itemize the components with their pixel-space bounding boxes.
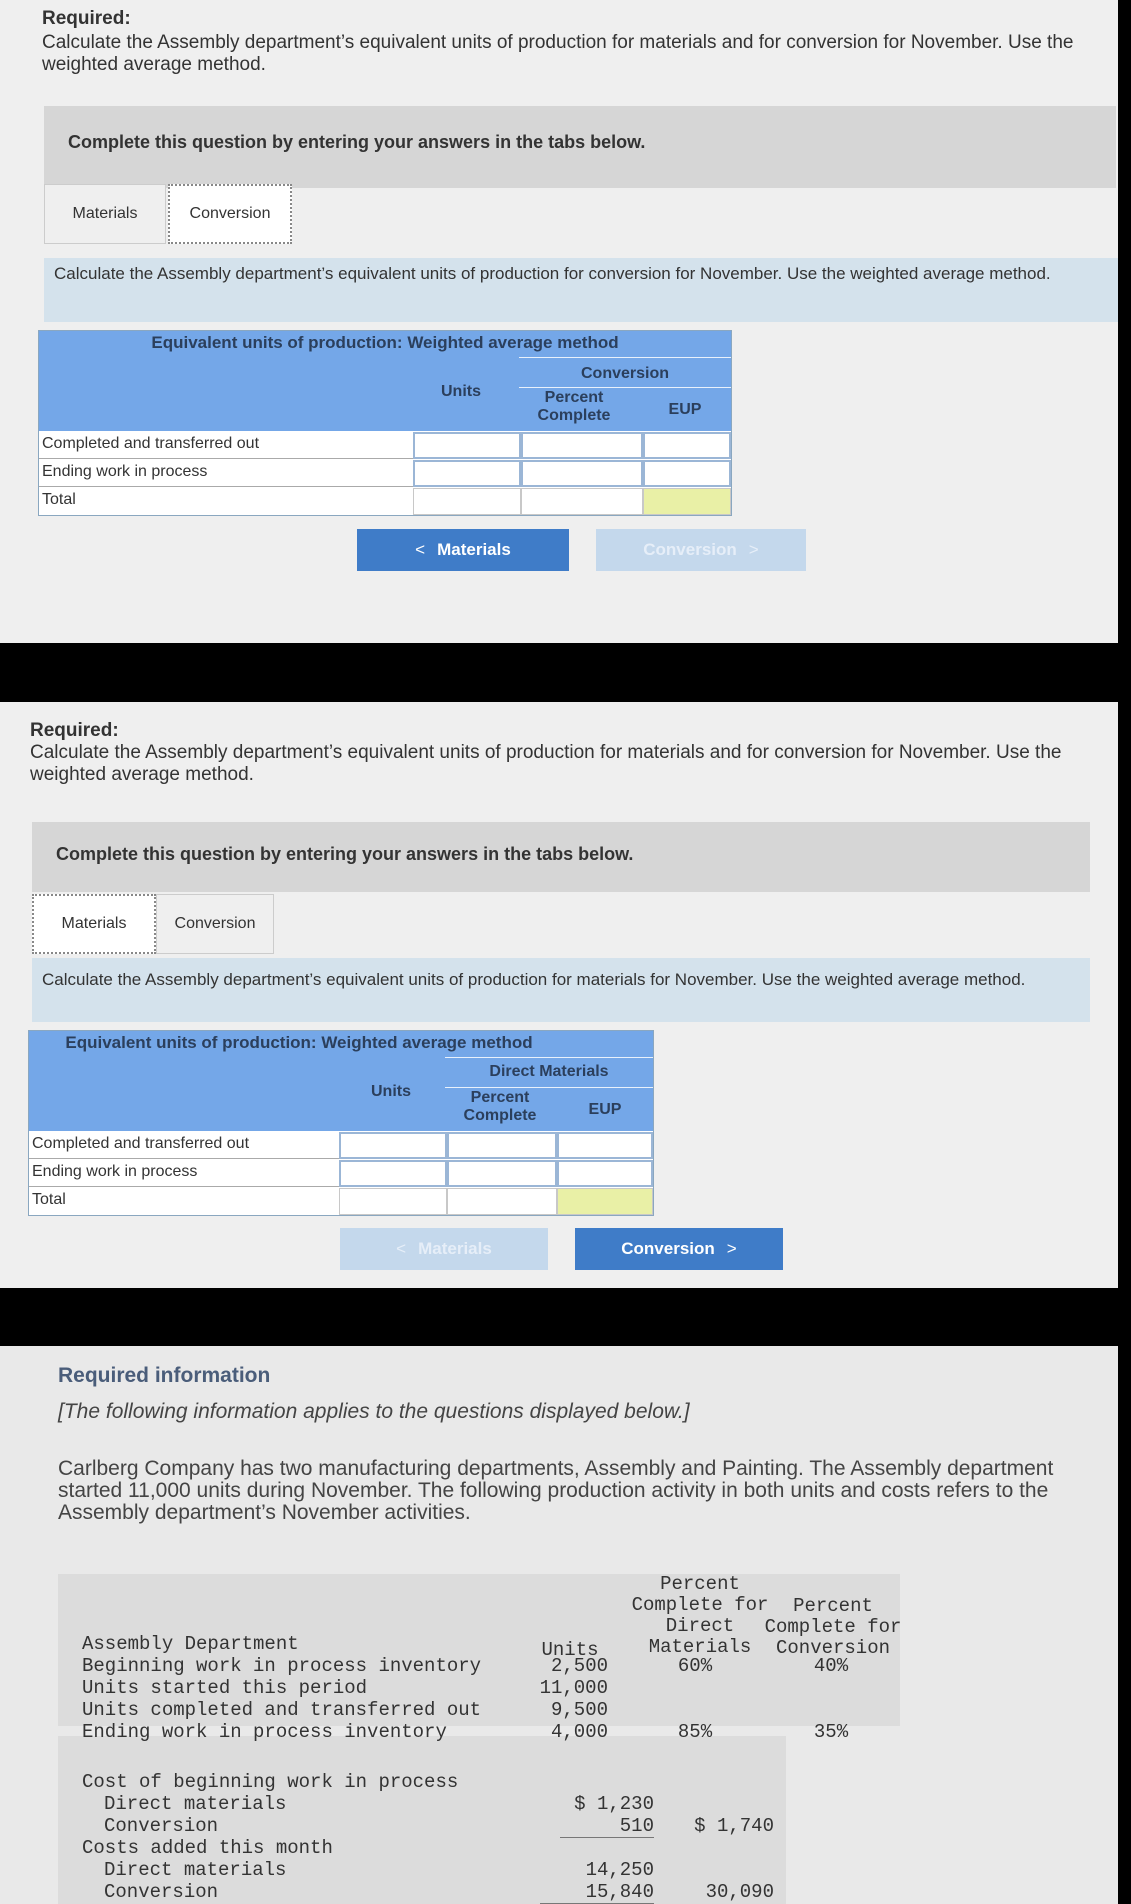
next-button-label: Conversion [643,540,737,559]
total-percent-cell [447,1188,557,1215]
info-intro: Carlberg Company has two manufacturing departments, Assembly and Painting. The Assembly department started 11,000 units during November. The following production activity in both units and costs refers to the Assembly department’s November activities. [58,1457,1054,1524]
required-heading: Required: [30,720,119,741]
ending-eup-input[interactable] [643,460,731,487]
cost-added-conv-label: Conversion [104,1881,219,1903]
completed-units-input[interactable] [413,432,521,459]
required-text: Calculate the Assembly department’s equivalent units of production for materials and for conversion for November. Use the weighted average method. [42,32,1074,75]
cost-added-dm-label: Direct materials [104,1859,287,1881]
table-title: Equivalent units of production: Weighted average method [151,333,619,352]
col-percent: Percent Complete [537,389,611,424]
cost-added-label: Costs added this month [82,1837,333,1859]
line-dm: 60% [677,1655,713,1677]
chevron-left-icon: < [415,540,426,559]
row-total: Total [29,1187,339,1215]
cost-beg-total: $ 1,740 [694,1815,774,1837]
cost-added-dm-value: 14,250 [585,1859,654,1881]
tab-conversion[interactable] [168,184,292,244]
line-label: Units started this period [82,1677,368,1699]
header-divider [519,357,731,358]
complete-bar [44,106,1116,188]
header-divider [445,1057,653,1058]
line-conv: 35% [813,1721,849,1743]
next-conversion-button[interactable] [596,529,806,571]
line-label: Units completed and transferred out [82,1699,482,1721]
eup-table [28,1030,654,1216]
completed-units-input[interactable] [339,1132,447,1159]
complete-bar [32,822,1090,892]
table-title: Equivalent units of production: Weighted average method [65,1033,533,1052]
ending-percent-input[interactable] [447,1160,557,1187]
cost-beg-conv-label: Conversion [104,1815,219,1837]
line-label: Ending work in process inventory [82,1721,447,1743]
tab-conversion-label: Conversion [189,205,271,222]
total-units-input[interactable] [339,1188,447,1215]
line-dm: 85% [677,1721,713,1743]
tab-conversion[interactable] [156,894,274,954]
group-header: Direct Materials [489,1063,609,1080]
next-button-label: Conversion [621,1239,715,1258]
materials-panel [0,702,1118,1288]
line-units: 9,500 [550,1699,608,1721]
required-information-panel [0,1346,1118,1904]
ending-units-input[interactable] [413,460,521,487]
completed-percent-input[interactable] [447,1132,557,1159]
info-note: [The following information applies to the questions displayed below.] [58,1400,690,1423]
complete-bar-text: Complete this question by entering your answers in the tabs below. [68,132,646,152]
prev-materials-button[interactable] [357,529,569,571]
cost-added-total: 30,090 [705,1881,774,1903]
col-percent: Percent Complete [463,1089,537,1124]
prev-button-label: Materials [437,540,511,559]
complete-bar-text: Complete this question by entering your answers in the tabs below. [56,844,634,864]
line-units: 11,000 [539,1677,608,1699]
header-divider [519,387,731,388]
col-units: Units [441,383,481,400]
row-completed: Completed and transferred out [29,1131,339,1159]
row-total: Total [39,487,413,515]
chevron-right-icon: > [748,540,759,559]
dept-label: Assembly Department [82,1633,299,1655]
completed-eup-input[interactable] [557,1132,653,1159]
info-heading: Required information [58,1364,271,1387]
required-heading: Required: [42,8,131,29]
ending-eup-input[interactable] [557,1160,653,1187]
prev-button-label: Materials [418,1239,492,1258]
hdr-pct-dm: Percent Complete for Direct Materials [631,1573,769,1658]
col-units: Units [371,1083,411,1100]
cost-beg-label: Cost of beginning work in process [82,1771,459,1793]
hdr-units: Units [541,1639,599,1661]
completed-percent-input[interactable] [521,432,643,459]
instruction [32,958,1090,1022]
tab-materials[interactable] [44,184,166,244]
total-eup-input[interactable] [643,488,731,515]
header-divider [445,1087,653,1088]
tab-materials-label: Materials [61,915,127,932]
line-label: Beginning work in process inventory [82,1655,482,1677]
col-eup: EUP [668,401,702,418]
chevron-right-icon: > [726,1239,737,1258]
cost-beg-conv-value: 510 [560,1815,654,1838]
row-ending-wip: Ending work in process [39,459,413,487]
col-eup: EUP [588,1101,622,1118]
prev-materials-button[interactable] [340,1228,548,1270]
ending-percent-input[interactable] [521,460,643,487]
next-conversion-button[interactable] [575,1228,783,1270]
line-units: 2,500 [550,1655,608,1677]
total-percent-cell [521,488,643,515]
tab-materials-label: Materials [72,205,138,222]
line-conv: 40% [813,1655,849,1677]
conversion-panel [0,0,1118,643]
instruction-text: Calculate the Assembly department’s equivalent units of production for conversion for November. Use the weighted average method. [54,264,1051,283]
eup-table [38,330,732,516]
cost-added-conv-value: 15,840 [540,1881,654,1904]
tab-materials[interactable] [32,894,156,954]
chevron-left-icon: < [396,1239,407,1258]
row-completed: Completed and transferred out [39,431,413,459]
total-units-input[interactable] [413,488,521,515]
row-ending-wip: Ending work in process [29,1159,339,1187]
required-text: Calculate the Assembly department’s equivalent units of production for materials and for conversion for November. Use the weighted average method. [30,742,1062,785]
cost-beg-dm-label: Direct materials [104,1793,287,1815]
group-header: Conversion [580,365,669,382]
total-eup-input[interactable] [557,1188,653,1215]
cost-beg-dm-value: $ 1,230 [574,1793,654,1815]
tab-conversion-label: Conversion [174,915,256,932]
instruction-text: Calculate the Assembly department’s equivalent units of production for materials for November. Use the weighted average method. [42,970,1026,989]
completed-eup-input[interactable] [643,432,731,459]
ending-units-input[interactable] [339,1160,447,1187]
instruction [44,258,1118,322]
line-units: 4,000 [550,1721,608,1743]
hdr-pct-conv: Percent Complete for Conversion [764,1595,902,1659]
